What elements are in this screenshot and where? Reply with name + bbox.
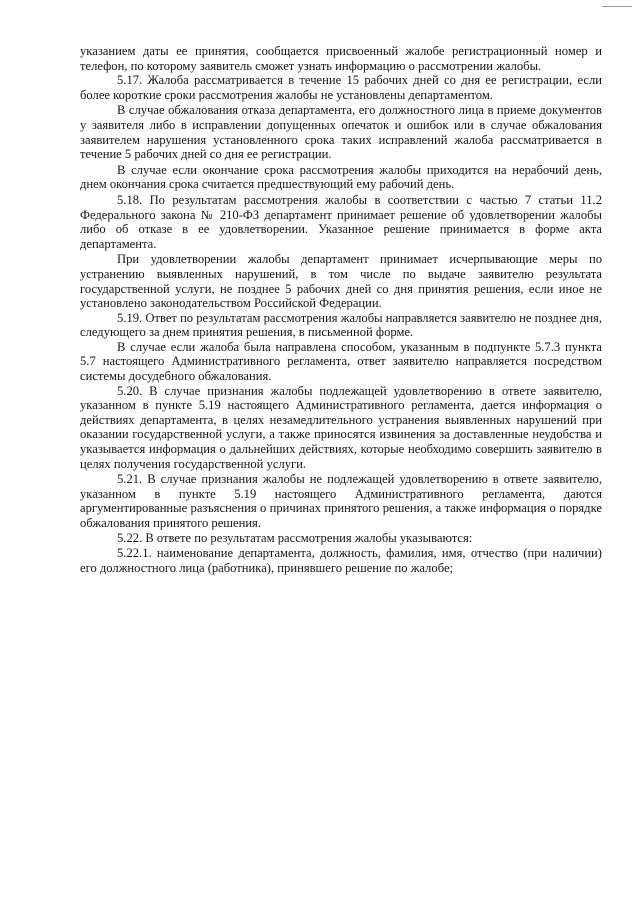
paragraph-5-18-satisfaction: При удовлетворении жалобы департамент принимает исчерпывающие меры по устранению выявленных нарушений, в том числе по выдаче заявителю результата государственной услуги, не позднее 5 рабочих дней со дня принятия решения, если иное не установлено законодательством Российской Федерации. — [80, 252, 602, 311]
paragraph-5-19-system: В случае если жалоба была направлена способом, указанным в подпункте 5.7.3 пункта 5.7 настоящего Административного регламента, ответ заявителю направляется посредством системы досудебного обжалования. — [80, 339, 602, 384]
paragraph-5-18: 5.18. По результатам рассмотрения жалобы в соответствии с частью 7 статьи 11.2 Федерального закона № 210-ФЗ департамент принимает решение об удовлетворении жалобы либо об отказе в ее удовлетворении. Указанное решение принимается в форме акта департамента. — [80, 192, 602, 251]
paragraph-5-21: 5.21. В случае признания жалобы не подлежащей удовлетворению в ответе заявителю, указанном в пункте 5.19 настоящего Административного регламента, даются аргументированные разъяснения о причинах принятого решения, а также информация о порядке обжалования принятого решения. — [80, 472, 602, 530]
paragraph-5-22-1: 5.22.1. наименование департамента, должность, фамилия, имя, отчество (при наличии) его должностного лица (работника), принявшего решение по жалобе; — [80, 546, 602, 575]
paragraph-continuation: указанием даты ее принятия, сообщается присвоенный жалобе регистрационный номер и телефон, по которому заявитель сможет узнать информацию о рассмотрении жалобы. — [80, 44, 602, 73]
paragraph-5-19: 5.19. Ответ по результатам рассмотрения жалобы направляется заявителю не позднее дня, следующего за днем принятия решения, в письменной форме. — [80, 310, 602, 340]
scan-corner-mark — [602, 0, 632, 7]
paragraph-5-17-nonworking-day: В случае если окончание срока рассмотрения жалобы приходится на нерабочий день, днем окончания срока считается предшествующий ему рабочий день. — [80, 162, 602, 192]
paragraph-5-22: 5.22. В ответе по результатам рассмотрения жалобы указываются: — [117, 530, 473, 545]
paragraph-5-20: 5.20. В случае признания жалобы подлежащей удовлетворению в ответе заявителю, указанном в пункте 5.19 настоящего Административного регламента, дается информация о действиях департамента, в целях незамедлительного устранения выявленных нарушений при оказании государственной услуги, а также приносятся извинения за доставленные неудобства и указывается информация о дальнейших действиях, которые необходимо совершить заявителю в целях получения государственной услуги. — [80, 383, 602, 471]
paragraph-5-17: 5.17. Жалоба рассматривается в течение 15 рабочих дней со дня ее регистрации, если более короткие сроки рассмотрения жалобы не установлены департаментом. — [80, 73, 602, 102]
paragraph-5-17-refusal: В случае обжалования отказа департамента, его должностного лица в приеме документов у заявителя либо в исправлении допущенных опечаток и ошибок или в случае обжалования заявителем нарушения установленного срока таких исправлений жалоба рассматривается в течение 5 рабочих дней со дня ее регистрации. — [80, 103, 602, 162]
